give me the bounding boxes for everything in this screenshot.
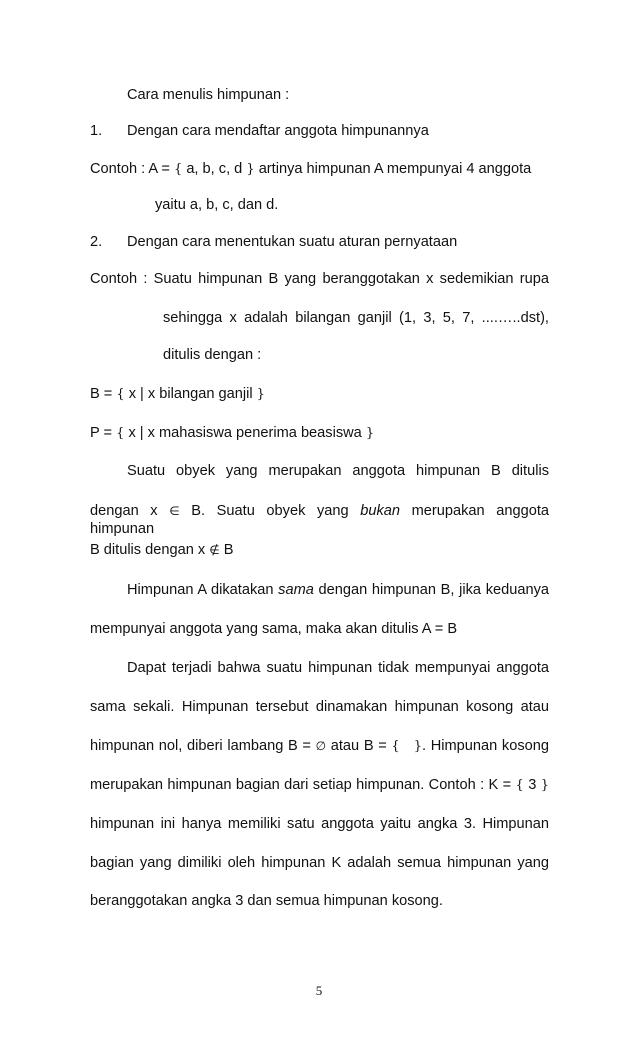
- close-brace: }: [413, 739, 423, 754]
- text-span: B: [219, 542, 234, 558]
- text-line: [90, 502, 550, 537]
- not-element-of-symbol: ∉: [209, 543, 220, 557]
- page-number: 5: [315, 983, 323, 998]
- text-span: atau B =: [326, 738, 392, 754]
- text-line: Cara menulis himpunan :: [127, 87, 290, 103]
- text-line: Contoh : Suatu himpunan B yang beranggotakan x sedemikian rupa: [90, 271, 549, 287]
- set-notation-line: [90, 385, 265, 404]
- text-span: . Himpunan kosong: [422, 738, 549, 754]
- example-line: [90, 160, 531, 179]
- text-span: a, b, c, d: [182, 161, 247, 177]
- text-line: [127, 581, 549, 599]
- text-span: dengan himpunan B, jika keduanya: [313, 582, 550, 598]
- close-brace: }: [365, 426, 375, 441]
- open-brace: {: [116, 387, 125, 402]
- set-notation-line: [90, 424, 374, 443]
- text-line: mempunyai anggota yang sama, maka akan ditulis A = B: [90, 621, 458, 637]
- text-line: [90, 776, 549, 794]
- text-span: dengan x: [90, 503, 170, 519]
- text-line: sehingga x adalah bilangan ganjil (1, 3, 5, 7, ....…..dst),: [163, 310, 549, 326]
- text-span: Himpunan A dikatakan: [127, 582, 279, 598]
- text-line: [90, 541, 234, 559]
- text-span: 3: [523, 777, 541, 793]
- element-of-symbol: ∈: [169, 504, 180, 518]
- text-line: sama sekali. Himpunan tersebut dinamakan himpunan kosong atau: [90, 699, 549, 715]
- text-line: himpunan ini hanya memiliki satu anggota yaitu angka 3. Himpunan: [90, 816, 549, 832]
- close-brace: }: [540, 778, 549, 793]
- text-span: himpunan nol, diberi lambang B =: [90, 738, 316, 754]
- text-span: B ditulis dengan x: [90, 542, 210, 558]
- text-line: yaitu a, b, c, dan d.: [155, 197, 279, 213]
- emphasis-text: bukan: [360, 503, 401, 519]
- text-line: Dapat terjadi bahwa suatu himpunan tidak mempunyai anggota: [127, 660, 549, 676]
- emphasis-text: sama: [278, 582, 314, 598]
- text-span: merupakan anggota himpunan: [90, 503, 550, 537]
- text-span: x | x bilangan ganjil: [124, 386, 257, 402]
- text-span: P =: [90, 425, 117, 441]
- list-item-text: Dengan cara menentukan suatu aturan pernyataan: [127, 234, 458, 250]
- close-brace: }: [246, 162, 255, 177]
- text-line: ditulis dengan :: [163, 347, 262, 363]
- open-brace: {: [391, 739, 400, 754]
- text-line: beranggotakan angka 3 dan semua himpunan kosong.: [90, 893, 443, 909]
- text-span: [400, 738, 414, 754]
- text-span: merupakan himpunan bagian dari setiap himpunan. Contoh : K =: [90, 777, 516, 793]
- text-span: Contoh : A =: [90, 161, 174, 177]
- close-brace: }: [256, 387, 265, 402]
- text-span: B. Suatu obyek yang: [179, 503, 361, 519]
- list-item-text: Dengan cara mendaftar anggota himpunannya: [127, 123, 429, 139]
- list-number: 1.: [90, 123, 103, 139]
- text-line: bagian yang dimiliki oleh himpunan K adalah semua himpunan yang: [90, 855, 549, 871]
- empty-set-symbol: ∅: [315, 739, 327, 753]
- open-brace: {: [173, 162, 183, 177]
- open-brace: {: [515, 778, 524, 793]
- text-span: x | x mahasiswa penerima beasiswa: [124, 425, 366, 441]
- text-span: B =: [90, 386, 117, 402]
- open-brace: {: [116, 426, 125, 441]
- text-span: artinya himpunan A mempunyai 4 anggota: [254, 161, 532, 177]
- list-number: 2.: [90, 234, 103, 250]
- text-line: Suatu obyek yang merupakan anggota himpunan B ditulis: [127, 463, 549, 479]
- text-line: [90, 737, 549, 755]
